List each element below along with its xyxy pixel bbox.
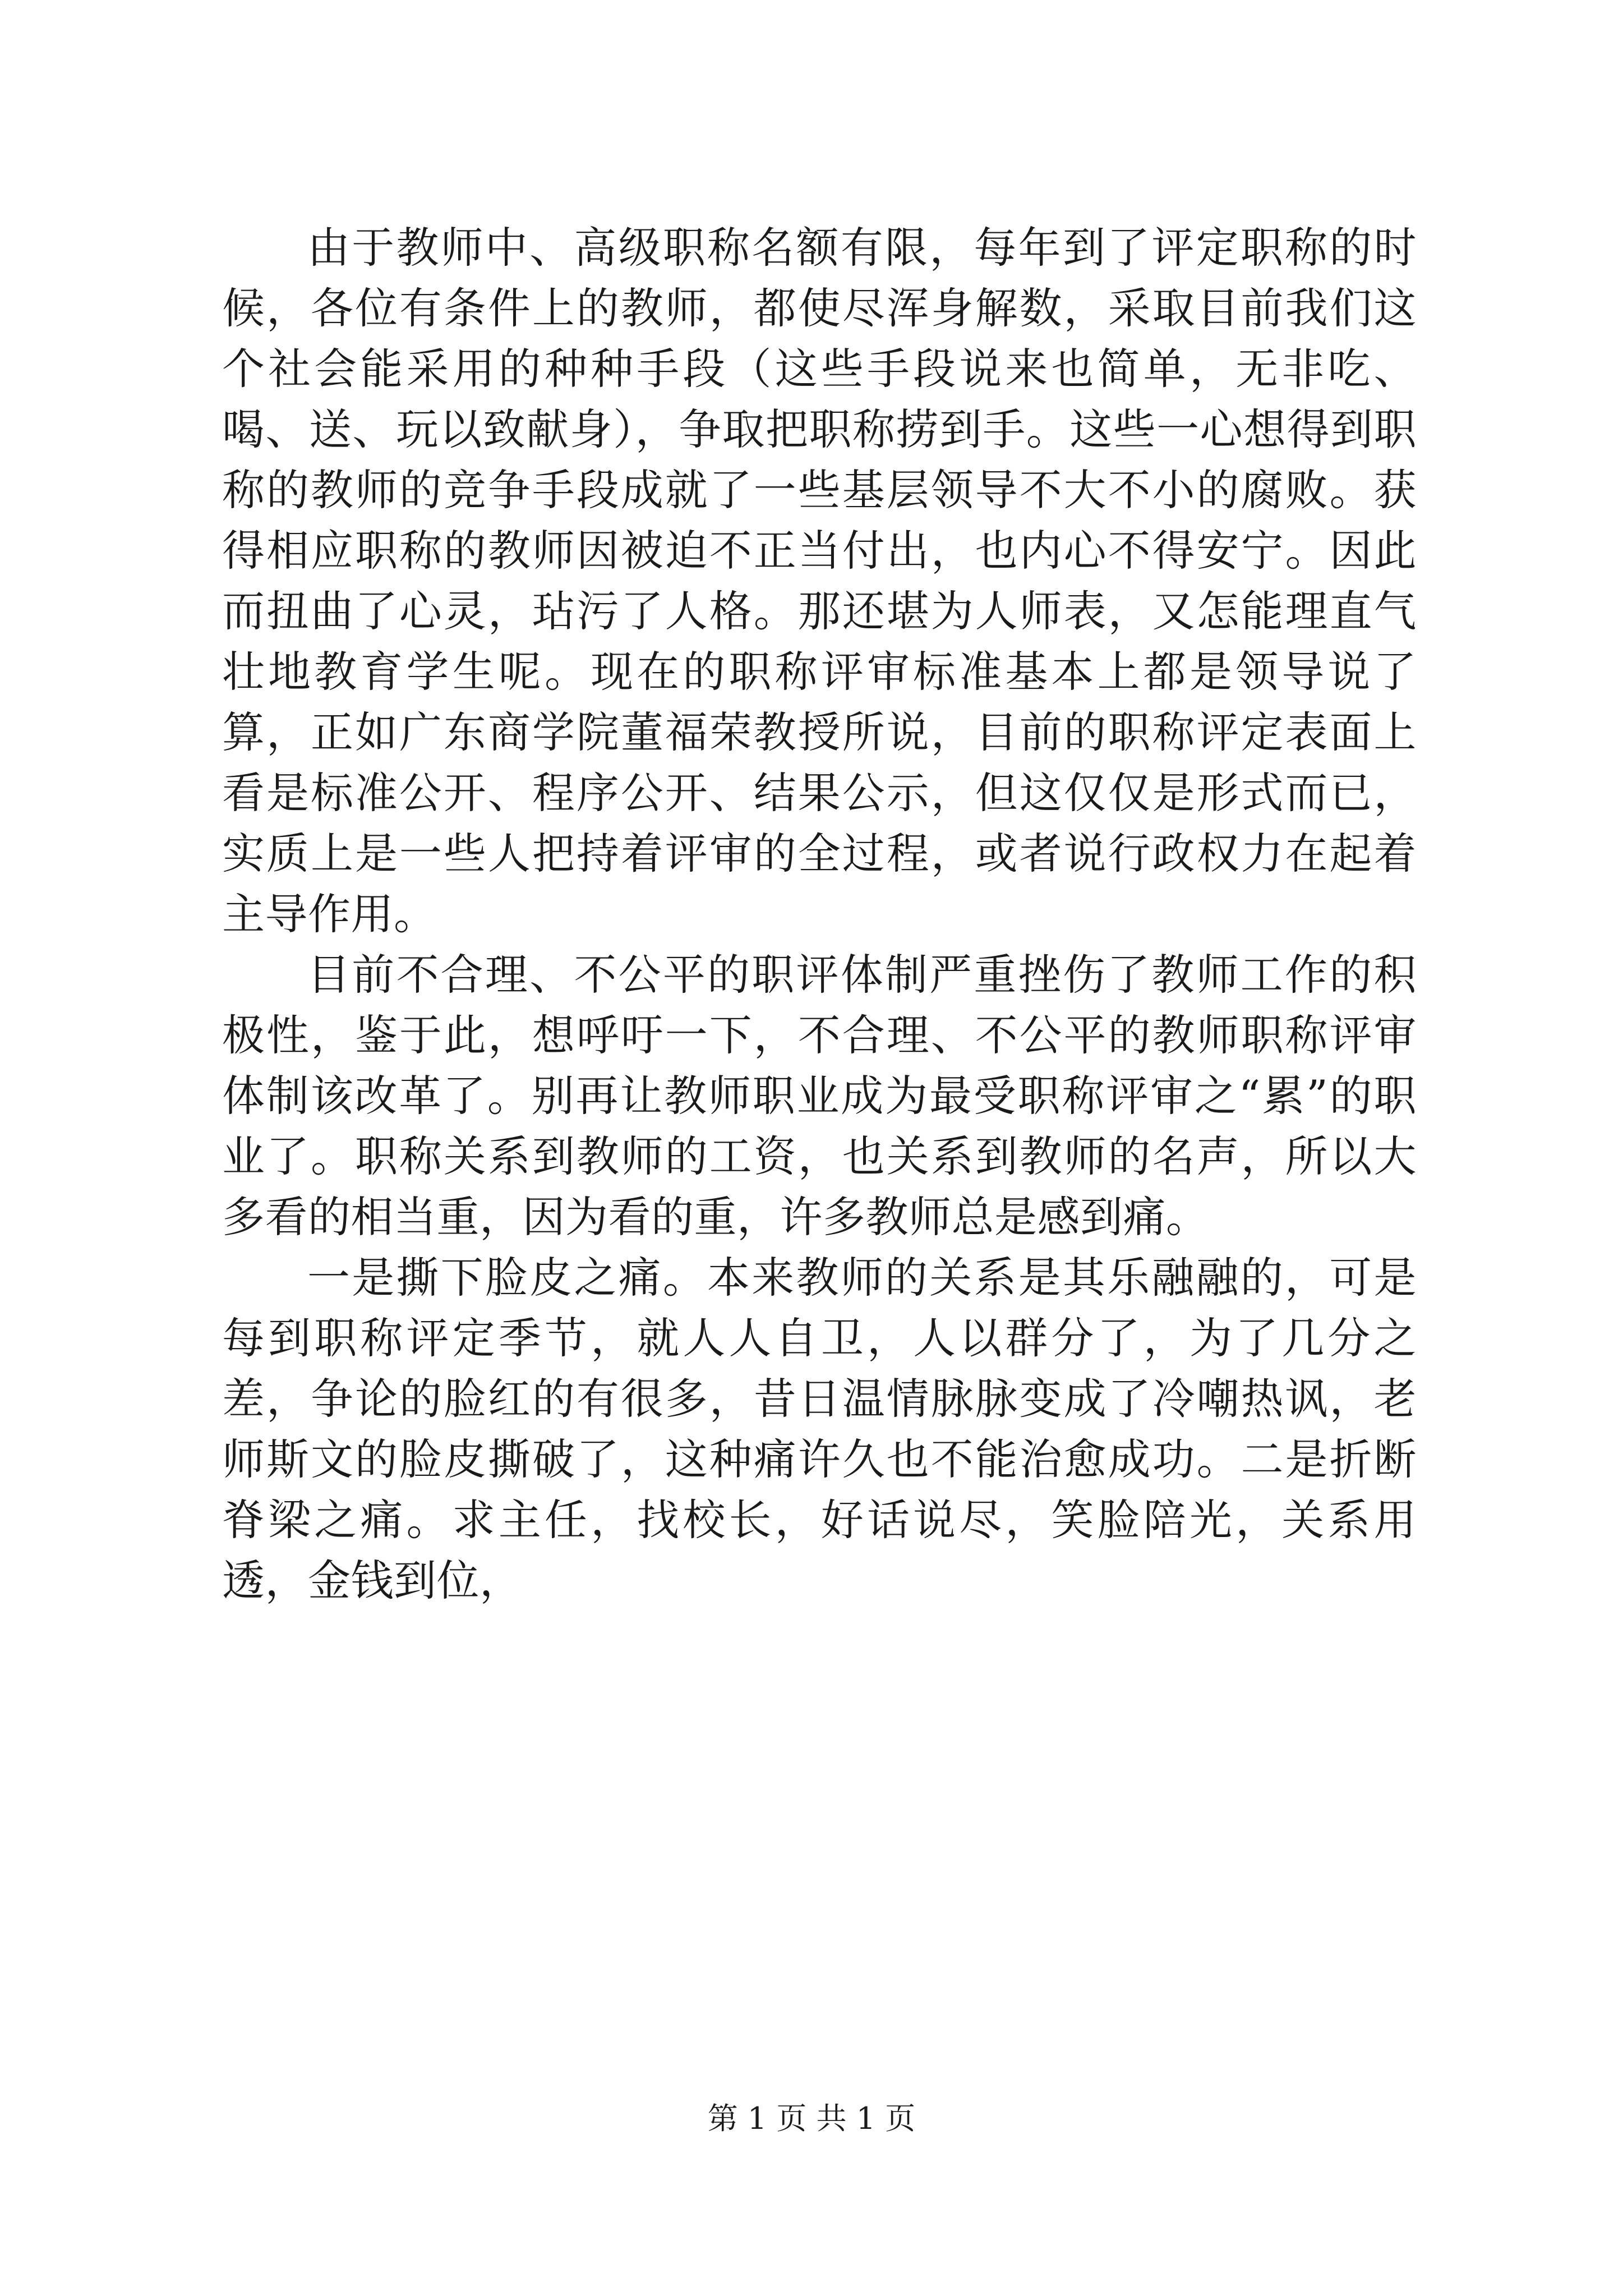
paragraph-3: 一是撕下脸皮之痛。本来教师的关系是其乐融融的，可是每到职称评定季节，就人人自卫，人以群分了，为了几分之差，争论的脸红的有很多，昔日温情脉脉变成了冷嘲热讽，老师斯文的脸皮撕破了，这种痛许久也不能治愈成功。二是折断脊梁之痛。求主任，找校长，好话说尽，笑脸陪光，关系用透，金钱到位， <box>222 1253 1417 1605</box>
paragraph-1: 由于教师中、高级职称名额有限，每年到了评定职称的时候，各位有条件上的教师，都使尽浑身解数，采取目前我们这个社会能采用的种种手段（这些手段说来也简单，无非吃、喝、送、玩以致献身），争取把职称捞到手。这些一心想得到职称的教师的竞争手段成就了一些基层领导不大不小的腐败。获得相应职称的教师因被迫不正当付出，也内心不得安宁。因此而扭曲了心灵，玷污了人格。那还堪为人师表，又怎能理直气壮地教育学生呢。现在的职称评审标准基本上都是领导说了算，正如广东商学院董福荣教授所说，目前的职称评定表面上看是标准公开、程序公开、结果公示，但这仅仅是形式而已，实质上是一些人把持着评审的全过程，或者说行政权力在起着主导作用。 <box>222 223 1417 939</box>
page-footer: 第 1 页 共 1 页 <box>707 2101 916 2136</box>
paragraph-2: 目前不合理、不公平的职评体制严重挫伤了教师工作的积极性，鉴于此，想呼吁一下，不合理、不公平的教师职称评审体制该改革了。别再让教师职业成为最受职称评审之“累”的职业了。职称关系到教师的工资，也关系到教师的名声，所以大多看的相当重，因为看的重，许多教师总是感到痛。 <box>222 950 1417 1242</box>
document-body <box>222 218 1417 1611</box>
